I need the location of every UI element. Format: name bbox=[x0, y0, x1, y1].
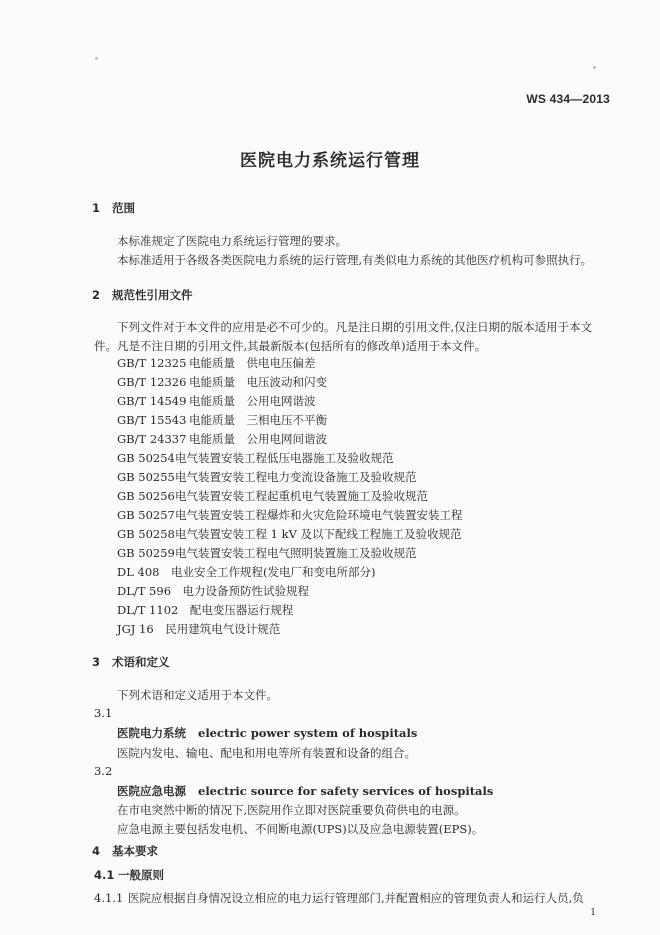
reference-item bbox=[117, 488, 428, 504]
reference-name: 电能质量 三相电压不平衡 bbox=[189, 413, 327, 427]
paragraph: 下列术语和定义适用于本文件。 bbox=[117, 688, 278, 702]
reference-code: GB/T 14549 bbox=[117, 394, 187, 408]
reference-code: GB/T 24337 bbox=[117, 432, 187, 446]
subsection-text: 医院应根据自身情况设立相应的电力运行管理部门,并配置相应的管理负责人和运行人员,负 bbox=[128, 891, 584, 905]
section-title: 术语和定义 bbox=[112, 655, 170, 669]
reference-name: 电能质量 供电电压偏差 bbox=[189, 356, 316, 370]
reference-code: GB 50255 bbox=[117, 470, 175, 484]
reference-item bbox=[117, 469, 417, 485]
section-title: 范围 bbox=[112, 201, 135, 215]
reference-item bbox=[117, 507, 463, 523]
section-2-heading bbox=[92, 287, 193, 303]
reference-code: GB 50258 bbox=[117, 527, 175, 541]
paragraph: 本标准适用于各级各类医院电力系统的运行管理,有类似电力系统的其他医疗机构可参照执行。 bbox=[117, 253, 593, 267]
term-zh: 医院电力系统 bbox=[117, 726, 186, 740]
reference-code: JGJ 16 bbox=[117, 622, 154, 636]
term-en: electric source for safety services of hospitals bbox=[198, 784, 494, 798]
reference-name: 电气装置安装工程 1 kV 及以下配线工程施工及验收规范 bbox=[175, 527, 462, 541]
reference-code: DL/T 596 bbox=[117, 584, 172, 598]
term-note: 应急电源主要包括发电机、不间断电源(UPS)以及应急电源装置(EPS)。 bbox=[117, 822, 484, 836]
reference-item bbox=[117, 564, 375, 580]
reference-name: 民用建筑电气设计规范 bbox=[165, 622, 281, 636]
reference-item bbox=[117, 602, 293, 618]
reference-code: DL 408 bbox=[117, 565, 160, 579]
reference-item bbox=[117, 431, 327, 447]
section-number: 4 bbox=[92, 844, 101, 858]
reference-name: 电气装置安装工程电气照明装置施工及验收规范 bbox=[175, 546, 417, 560]
term-title bbox=[117, 783, 493, 799]
section-number: 3 bbox=[92, 655, 101, 669]
section-title: 基本要求 bbox=[112, 844, 158, 858]
section-number: 1 bbox=[92, 201, 101, 215]
paragraph: 本标准规定了医院电力系统运行管理的要求。 bbox=[117, 234, 347, 248]
reference-item bbox=[117, 355, 316, 371]
reference-code: GB 50257 bbox=[117, 508, 175, 522]
paragraph: 件。凡是不注日期的引用文件,其最新版本(包括所有的修改单)适用于本文件。 bbox=[94, 339, 487, 353]
reference-code: DL/T 1102 bbox=[117, 603, 179, 617]
reference-name: 配电变压器运行规程 bbox=[189, 603, 294, 617]
term-clause-number: 3.1 bbox=[94, 706, 113, 720]
subsection-number: 4.1 bbox=[94, 868, 115, 882]
reference-name: 电气装置安装工程爆炸和火灾危险环境电气装置安装工程 bbox=[175, 508, 463, 522]
reference-name: 电气装置安装工程电力变流设备施工及验收规范 bbox=[175, 470, 417, 484]
subsection-4-1-1 bbox=[94, 890, 584, 906]
reference-code: GB/T 12326 bbox=[117, 375, 187, 389]
reference-name: 电能质量 公用电网谐波 bbox=[189, 394, 316, 408]
section-number: 2 bbox=[92, 288, 101, 302]
paper-speck bbox=[95, 57, 98, 60]
reference-code: GB/T 15543 bbox=[117, 413, 187, 427]
reference-item bbox=[117, 526, 462, 542]
term-definition: 在市电突然中断的情况下,医院用作立即对医院重要负荷供电的电源。 bbox=[117, 803, 466, 817]
reference-item bbox=[117, 450, 394, 466]
term-zh: 医院应急电源 bbox=[117, 784, 186, 798]
section-1-heading bbox=[92, 200, 135, 216]
reference-name: 电力设备预防性试验规程 bbox=[182, 584, 310, 598]
reference-name: 电能质量 公用电网间谐波 bbox=[189, 432, 327, 446]
page-number: 1 bbox=[590, 908, 596, 918]
paragraph: 下列文件对于本文件的应用是必不可少的。凡是注日期的引用文件,仅注日期的版本适用于本文 bbox=[117, 320, 593, 334]
reference-item bbox=[117, 393, 316, 409]
reference-name: 电气装置安装工程起重机电气装置施工及验收规范 bbox=[175, 489, 428, 503]
reference-item bbox=[117, 412, 327, 428]
page-title: 医院电力系统运行管理 bbox=[240, 151, 420, 171]
reference-item bbox=[117, 374, 327, 390]
section-3-heading bbox=[92, 654, 170, 670]
paper-speck bbox=[593, 66, 596, 69]
standard-code: WS 434—2013 bbox=[526, 92, 610, 106]
reference-name: 电能质量 电压波动和闪变 bbox=[189, 375, 327, 389]
section-4-heading bbox=[92, 843, 158, 859]
reference-item bbox=[117, 545, 417, 561]
reference-code: GB 50256 bbox=[117, 489, 175, 503]
reference-item bbox=[117, 621, 280, 637]
term-title bbox=[117, 725, 417, 741]
term-en: electric power system of hospitals bbox=[198, 726, 418, 740]
reference-code: GB/T 12325 bbox=[117, 356, 187, 370]
section-title: 规范性引用文件 bbox=[112, 288, 193, 302]
term-definition: 医院内发电、输电、配电和用电等所有装置和设备的组合。 bbox=[117, 746, 416, 760]
subsection-title: 一般原则 bbox=[118, 868, 164, 882]
reference-name: 电业安全工作规程(发电厂和变电所部分) bbox=[170, 565, 376, 579]
reference-name: 电气装置安装工程低压电器施工及验收规范 bbox=[175, 451, 394, 465]
reference-code: GB 50254 bbox=[117, 451, 175, 465]
reference-item bbox=[117, 583, 309, 599]
subsection-4-1 bbox=[94, 867, 164, 883]
reference-code: GB 50259 bbox=[117, 546, 175, 560]
term-clause-number: 3.2 bbox=[94, 764, 113, 778]
subsection-number: 4.1.1 bbox=[94, 891, 124, 905]
